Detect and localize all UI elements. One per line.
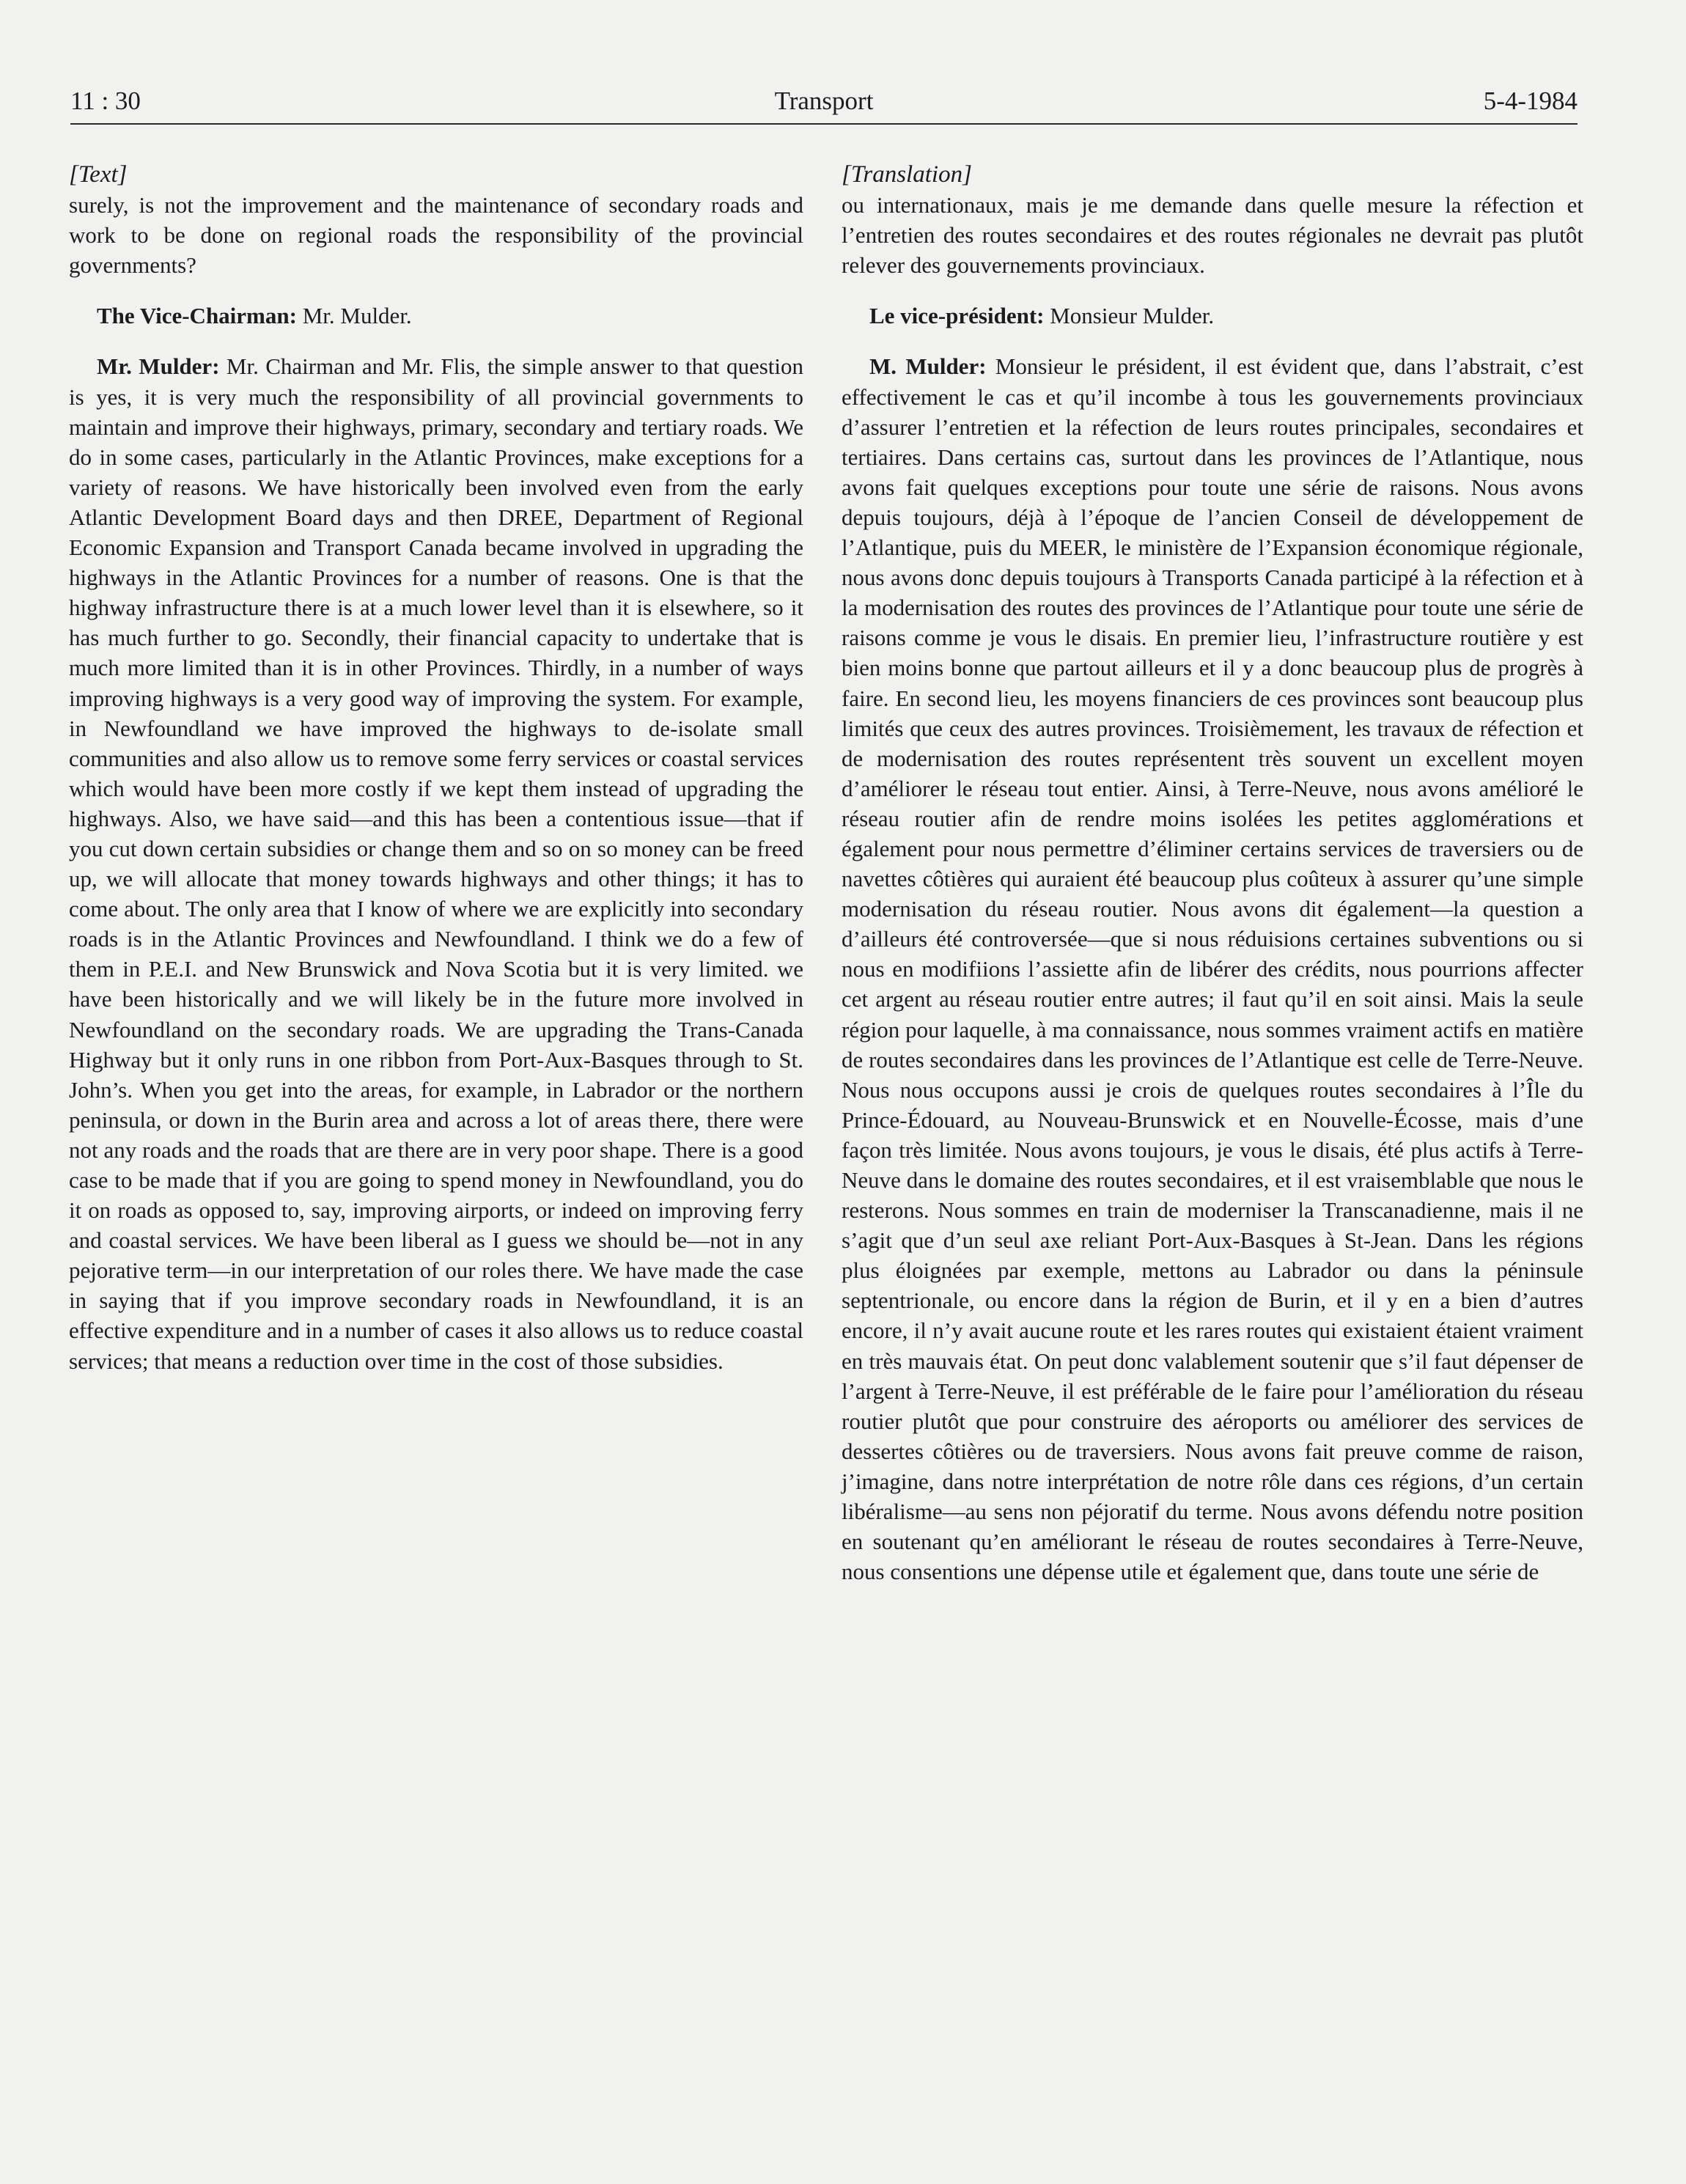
text-marker-label: Text	[78, 161, 118, 188]
text-marker: [Text]	[69, 161, 128, 188]
mulder-speech-fr: Monsieur le président, il est évident que, dans l’abstrait, c’est effectivement le cas et qu’il incombe à tous les gouvernements provinciaux d’assurer l’entretien et la réfection de leurs routes principales, secondaires et tertiaires. Dans certains cas, surtout dans les provinces de l’Atlantique, nous avons fait quelques exceptions pour toute une série de raisons. Nous avons depuis toujours, déjà à l’époque de l’ancien Conseil de développement de l’Atlantique, puis du MEER, le ministère de l’Expansion économique régionale, nous avons donc depuis toujours à Transports Canada participé à la réfection et à la modernisation des routes des provinces de l’Atlantique pour toute une série de raisons comme je vous le disais. En premier lieu, l’infrastructure routière y est bien moins bonne que partout ailleurs et il y a donc beaucoup plus de progrès à faire. En second lieu, les moyens financiers de ces provinces sont beaucoup plus limités que ceux des autres provinces. Troisièmement, les travaux de réfection et de modernisation des routes représentent très souvent un excellent moyen d’améliorer le réseau tout entier. Ainsi, à Terre-Neuve, nous avons amélioré le réseau routier afin de rendre moins isolées les petites agglomérations et également pour nous permettre d’éliminer certains services de traversiers ou de navettes côtières qui auraient été beaucoup plus coûteux à assurer qu’une simple modernisation du réseau routier. Nous avons dit également—la question a d’ailleurs été controversée—que si nous réduisions certaines subventions ou si nous en modifiions l’assiette afin de libérer des crédits, nous pourrions affecter cet argent au réseau routier entre autres; il faut qu’il en soit ainsi. Mais la seule région pour laquelle, à ma connaissance, nous sommes vraiment actifs en matière de routes secondaires dans les provinces de l’Atlantique est celle de Terre-Neuve. Nous nous occupons aussi je crois de quelques routes secondaires à l’Île du Prince-Édouard, au Nouveau-Brunswick et en Nouvelle-Écosse, mais d’une façon très limitée. Nous avons toujours, je vous le disais, été plus actifs à Terre-Neuve dans le domaine des routes secondaires, et il est vraisemblable que nous le resterons. Nous sommes en train de moderniser la Transcanadienne, mais il ne s’agit que d’un seul axe reliant Port-Aux-Basques à St-Jean. Dans les régions plus éloignées par exemple, mettons au Labrador ou dans la péninsule septentrionale, ou encore dans la région de Burin, et il y en a bien d’autres encore, il n’y avait aucune route et les rares routes qui existaient étaient vraiment en très mauvais état. On peut donc valablement soutenir que s’il faut dépenser de l’argent à Terre-Neuve, il est préférable de le faire pour l’amélioration du réseau routier plutôt que pour construire des aéroports ou améliorer des services de dessertes côtières ou de traversiers. Nous avons fait preuve comme de raison, j’imagine, dans notre interprétation de notre rôle dans ces régions, d’un certain libéralisme—au sens non péjoratif du terme. Nous avons défendu notre position en soutenant qu’en améliorant le réseau de routes secondaires à Terre-Neuve, nous consentions une dépense utile et également que, dans toute une série de	[842, 353, 1583, 1585]
continuation-paragraph-fr: ou internationaux, mais je me demande dans quelle mesure la réfection et l’entretien des routes secondaires et des routes régionales ne devrait pas plutôt relever des gouvernements provinciaux.	[842, 192, 1583, 279]
vice-chairman-text: Mr. Mulder.	[302, 303, 412, 329]
vice-chairman-paragraph	[69, 301, 803, 331]
mulder-speech: Mr. Chairman and Mr. Flis, the simple answer to that question is yes, it is very much the responsibility of all provincial governments to maintain and improve their highways, primary, secondary and tertiary roads. We do in some cases, particularly in the Atlantic Provinces, make exceptions for a variety of reasons. We have historically been involved even from the early Atlantic Development Board days and then DREE, Department of Regional Economic Expansion and Transport Canada became involved in upgrading the highways in the Atlantic Provinces for a number of reasons. One is that the highway infrastructure there is at a much lower level than it is elsewhere, so it has much further to go. Secondly, their financial capacity to undertake that is much more limited than it is in other Provinces. Thirdly, in a number of ways improving highways is a very good way of improving the system. For example, in Newfoundland we have improved the highways to de-isolate small communities and also allow us to remove some ferry services or coastal services which would have been more costly if we kept them instead of upgrading the highways. Also, we have said—and this has been a contentious issue—that if you cut down certain subsidies or change them and so on so money can be freed up, we will allocate that money towards highways and other things; it has to come about. The only area that I know of where we are explicitly into secondary roads is in the Atlantic Provinces and Newfoundland. I think we do a few of them in P.E.I. and New Brunswick and Nova Scotia but it is very limited. we have been historically and we will likely be in the future more involved in Newfoundland on the secondary roads. We are upgrading the Trans-Canada Highway but it only runs in one ribbon from Port-Aux-Basques through to St. John’s. When you get into the areas, for example, in Labrador or the northern peninsula, or down in the Burin area and across a lot of areas there, there were not any roads and the roads that are there are in very poor shape. There is a good case to be made that if you are going to spend money in Newfoundland, you do it on roads as opposed to, say, improving airports, or indeed on improving ferry and coastal services. We have been liberal as I guess we should be—not in any pejorative term—in our interpretation of our roles there. We have made the case in saying that if you improve secondary roads in Newfoundland, it is an effective expenditure and in a number of cases it also allows us to reduce coastal services; that means a reduction over time in the cost of those subsidies.	[69, 353, 803, 1374]
english-column	[69, 160, 803, 1376]
vice-president-text: Monsieur Mulder.	[1050, 303, 1215, 329]
page-number: 11 : 30	[70, 87, 141, 115]
publication-title: Transport	[774, 87, 874, 115]
publication-date: 5-4-1984	[1483, 87, 1578, 115]
page-header	[70, 82, 1578, 125]
continuation-paragraph: surely, is not the improvement and the maintenance of secondary roads and work to be done on regional roads the responsibility of the provincial governments?	[69, 192, 803, 279]
translation-marker-label: Translation	[850, 161, 963, 188]
mulder-paragraph	[69, 351, 803, 1375]
mulder-paragraph-fr	[842, 351, 1583, 1586]
mulder-label-fr: M. Mulder:	[869, 353, 987, 380]
vice-president-label: Le vice-président:	[869, 303, 1045, 329]
vice-president-paragraph	[842, 301, 1583, 331]
french-column	[842, 160, 1583, 1586]
mulder-label: Mr. Mulder:	[97, 353, 220, 380]
vice-chairman-label: The Vice-Chairman:	[97, 303, 297, 329]
translation-marker: [Translation]	[842, 161, 972, 188]
